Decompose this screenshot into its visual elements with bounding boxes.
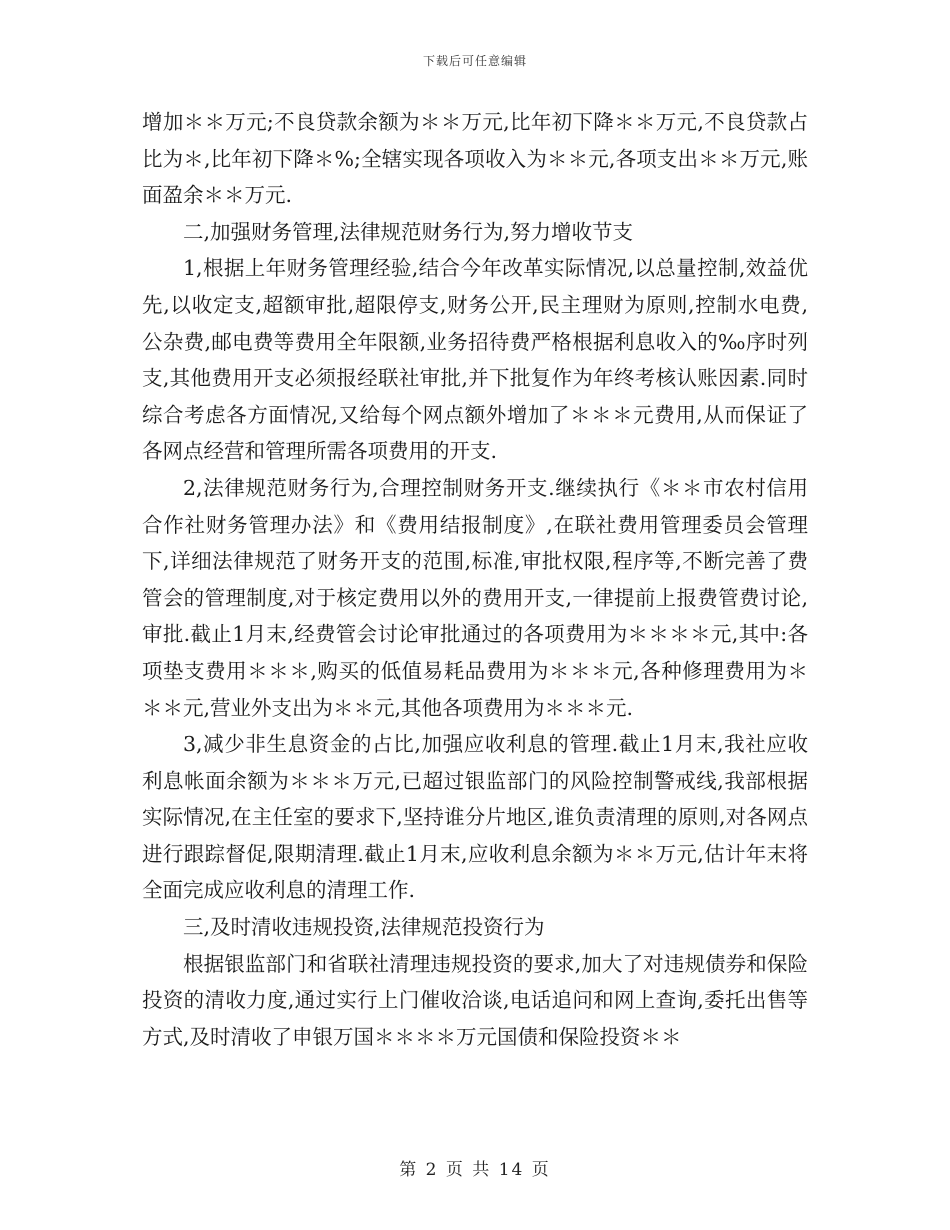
paragraph-item-3: 3,减少非生息资金的占比,加强应收利息的管理.截止1月末,我社应收利息帐面余额为＊＊＊万元,已超过银监部门的风险控制警戒线,我部根据实际情况,在主任室的要求下,坚持谁分片地区,谁负责清理的原则,对各网点进行跟踪督促,限期清理.截止1月末,应收利息余额为＊＊万元,估计年末将全面完成应收利息的清理工作. xyxy=(142,732,808,903)
section-heading-3: 三,及时清收违规投资,法律规范投资行为 xyxy=(183,915,545,940)
paragraph-item-1: 1,根据上年财务管理经验,结合今年改革实际情况,以总量控制,效益优先,以收定支,超额审批,超限停支,财务公开,民主理财为原则,控制水电费, 公杂费,邮电费等费用全年限额,业务招待费严格根据利息收入的‰序时列支,其他费用开支必须报经联社审批,并下批复作为年终考核认账因素.同时综合考虑各方面情况,又给每个网点额外增加了＊＊＊元费用,从而保证了各网点经营和管理所需各项费用的开支. xyxy=(142,256,808,464)
paragraph-continuation: 增加＊＊万元;不良贷款余额为＊＊万元,比年初下降＊＊万元,不良贷款占比为＊,比年初下降＊%;全辖实现各项收入为＊＊元,各项支出＊＊万元,账面盈余＊＊万元. xyxy=(142,110,808,208)
paragraph-investment: 根据银监部门和省联社清理违规投资的要求,加大了对违规债券和保险投资的清收力度,通过实行上门催收洽谈,电话追问和网上查询,委托出售等方式,及时清收了申银万国＊＊＊＊万元国债和保险投资＊＊ xyxy=(142,951,808,1049)
paragraph-item-2: 2,法律规范财务行为,合理控制财务开支.继续执行《＊＊市农村信用合作社财务管理办法》和《费用结报制度》,在联社费用管理委员会管理下,详细法律规范了财务开支的范围,标准,审批权限,程序等,不断完善了费管会的管理制度,对于核定费用以外的费用开支,一律提前上报费管费讨论,审批.截止1月末,经费管会讨论审批通过的各项费用为＊＊＊＊元,其中:各项垫支费用＊＊＊,购买的低值易耗品费用为＊＊＊元,各种修理费用为＊＊＊元,营业外支出为＊＊元,其他各项费用为＊＊＊元. xyxy=(142,475,808,720)
section-heading-2: 二,加强财务管理,法律规范财务行为,努力增收节支 xyxy=(183,219,634,244)
document-body xyxy=(142,104,808,1055)
page-number: 第 2 页 共 14 页 xyxy=(399,1160,551,1180)
page-header: 下载后可任意编辑 xyxy=(422,54,527,68)
